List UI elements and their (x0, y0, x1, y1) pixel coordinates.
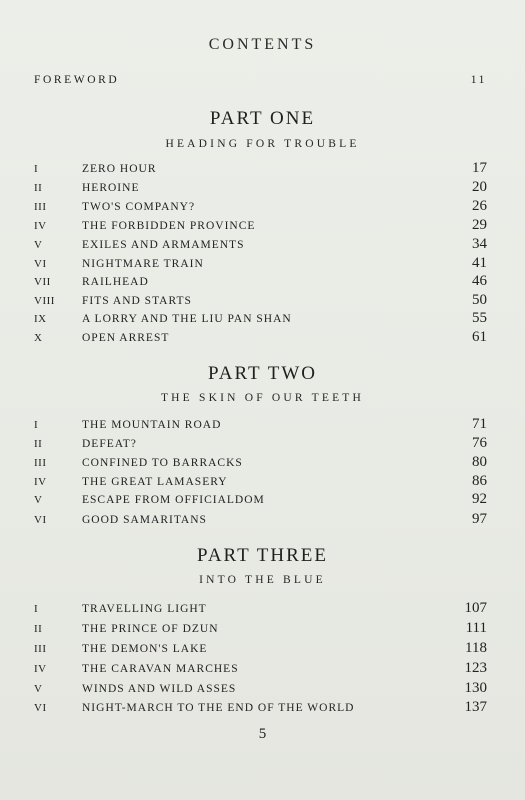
chapter-title: NIGHT-MARCH TO THE END OF THE WORLD (82, 702, 355, 714)
chapter-page: 118 (465, 640, 487, 656)
chapter-title: THE CARAVAN MARCHES (82, 663, 239, 675)
chapter-title: OPEN ARREST (82, 332, 170, 344)
chapter-title: DEFEAT? (82, 438, 137, 450)
toc-row (34, 292, 487, 310)
chapter-title: GOOD SAMARITANS (82, 514, 207, 526)
toc-row (34, 699, 487, 717)
chapter-number: I (34, 163, 39, 175)
chapter-title: TRAVELLING LIGHT (82, 603, 207, 615)
toc-row (34, 179, 487, 197)
chapter-title: ZERO HOUR (82, 163, 157, 175)
foreword-page: 11 (470, 74, 487, 86)
chapter-page: 86 (472, 473, 487, 489)
contents-heading: CONTENTS (208, 36, 317, 53)
chapter-number: V (34, 239, 43, 251)
chapter-number: III (34, 643, 47, 655)
part-two-subtitle: THE SKIN OF OUR TEETH (160, 392, 365, 404)
chapter-page: 41 (472, 255, 487, 271)
toc-row (34, 435, 487, 453)
toc-row (34, 273, 487, 291)
toc-row (34, 511, 487, 529)
chapter-page: 137 (464, 699, 487, 715)
chapter-page: 20 (472, 179, 487, 195)
chapter-number: IV (34, 663, 47, 675)
toc-row (34, 620, 487, 638)
chapter-page: 76 (472, 435, 487, 451)
chapter-title: THE PRINCE OF DZUN (82, 623, 219, 635)
chapter-number: III (34, 457, 47, 469)
toc-row (34, 310, 487, 328)
chapter-page: 111 (465, 620, 487, 636)
part-one-subtitle: HEADING FOR TROUBLE (165, 138, 360, 150)
toc-row (34, 198, 487, 216)
chapter-page: 123 (464, 660, 487, 676)
toc-row (34, 600, 487, 618)
toc-row (34, 680, 487, 698)
chapter-title: THE GREAT LAMASERY (82, 476, 228, 488)
part-three-title: PART THREE (197, 545, 328, 566)
chapter-title: CONFINED TO BARRACKS (82, 457, 243, 469)
chapter-number: V (34, 494, 43, 506)
chapter-page: 29 (472, 217, 487, 233)
chapter-number: I (34, 419, 39, 431)
chapter-page: 71 (472, 416, 487, 432)
toc-row (34, 640, 487, 658)
chapter-number: VIII (34, 295, 55, 307)
chapter-number: IV (34, 220, 47, 232)
chapter-title: HEROINE (82, 182, 140, 194)
part-three-subtitle: INTO THE BLUE (199, 574, 326, 586)
chapter-title: THE DEMON'S LAKE (82, 643, 208, 655)
chapter-title: ESCAPE FROM OFFICIALDOM (82, 494, 265, 506)
chapter-title: RAILHEAD (82, 276, 149, 288)
part-one-title: PART ONE (209, 108, 316, 129)
toc-row (34, 160, 487, 178)
chapter-number: VI (34, 514, 47, 526)
part-two-title: PART TWO (207, 363, 317, 384)
toc-row (34, 255, 487, 273)
chapter-page: 130 (464, 680, 487, 696)
foreword-entry (34, 74, 487, 86)
chapter-number: VI (34, 702, 47, 714)
chapter-page: 34 (472, 236, 487, 252)
chapter-page: 46 (472, 273, 487, 289)
chapter-number: I (34, 603, 39, 615)
toc-row (34, 473, 487, 491)
chapter-page: 107 (464, 600, 487, 616)
chapter-number: III (34, 201, 47, 213)
page-number: 5 (258, 726, 267, 742)
chapter-number: X (34, 332, 43, 344)
chapter-title: TWO'S COMPANY? (82, 201, 196, 213)
chapter-title: THE FORBIDDEN PROVINCE (82, 220, 256, 232)
toc-row (34, 454, 487, 472)
chapter-number: II (34, 438, 43, 450)
chapter-number: VI (34, 258, 47, 270)
toc-row (34, 416, 487, 434)
chapter-title: NIGHTMARE TRAIN (82, 258, 204, 270)
foreword-label: FOREWORD (34, 74, 120, 86)
chapter-page: 26 (472, 198, 487, 214)
chapter-page: 80 (472, 454, 487, 470)
toc-row (34, 491, 487, 509)
toc-row (34, 217, 487, 235)
chapter-page: 61 (472, 329, 487, 345)
toc-row (34, 660, 487, 678)
chapter-page: 92 (472, 491, 487, 507)
toc-row (34, 236, 487, 254)
chapter-page: 50 (472, 292, 487, 308)
chapter-number: V (34, 683, 43, 695)
chapter-page: 55 (472, 310, 487, 326)
chapter-title: WINDS AND WILD ASSES (82, 683, 237, 695)
chapter-title: THE MOUNTAIN ROAD (82, 419, 222, 431)
chapter-number: IX (34, 313, 47, 325)
chapter-title: FITS AND STARTS (82, 295, 192, 307)
toc-row (34, 329, 487, 347)
chapter-page: 97 (472, 511, 487, 527)
chapter-number: II (34, 623, 43, 635)
chapter-title: EXILES AND ARMAMENTS (82, 239, 245, 251)
chapter-title: A LORRY AND THE LIU PAN SHAN (82, 313, 292, 325)
chapter-number: VII (34, 276, 51, 288)
chapter-page: 17 (472, 160, 487, 176)
chapter-number: IV (34, 476, 47, 488)
chapter-number: II (34, 182, 43, 194)
